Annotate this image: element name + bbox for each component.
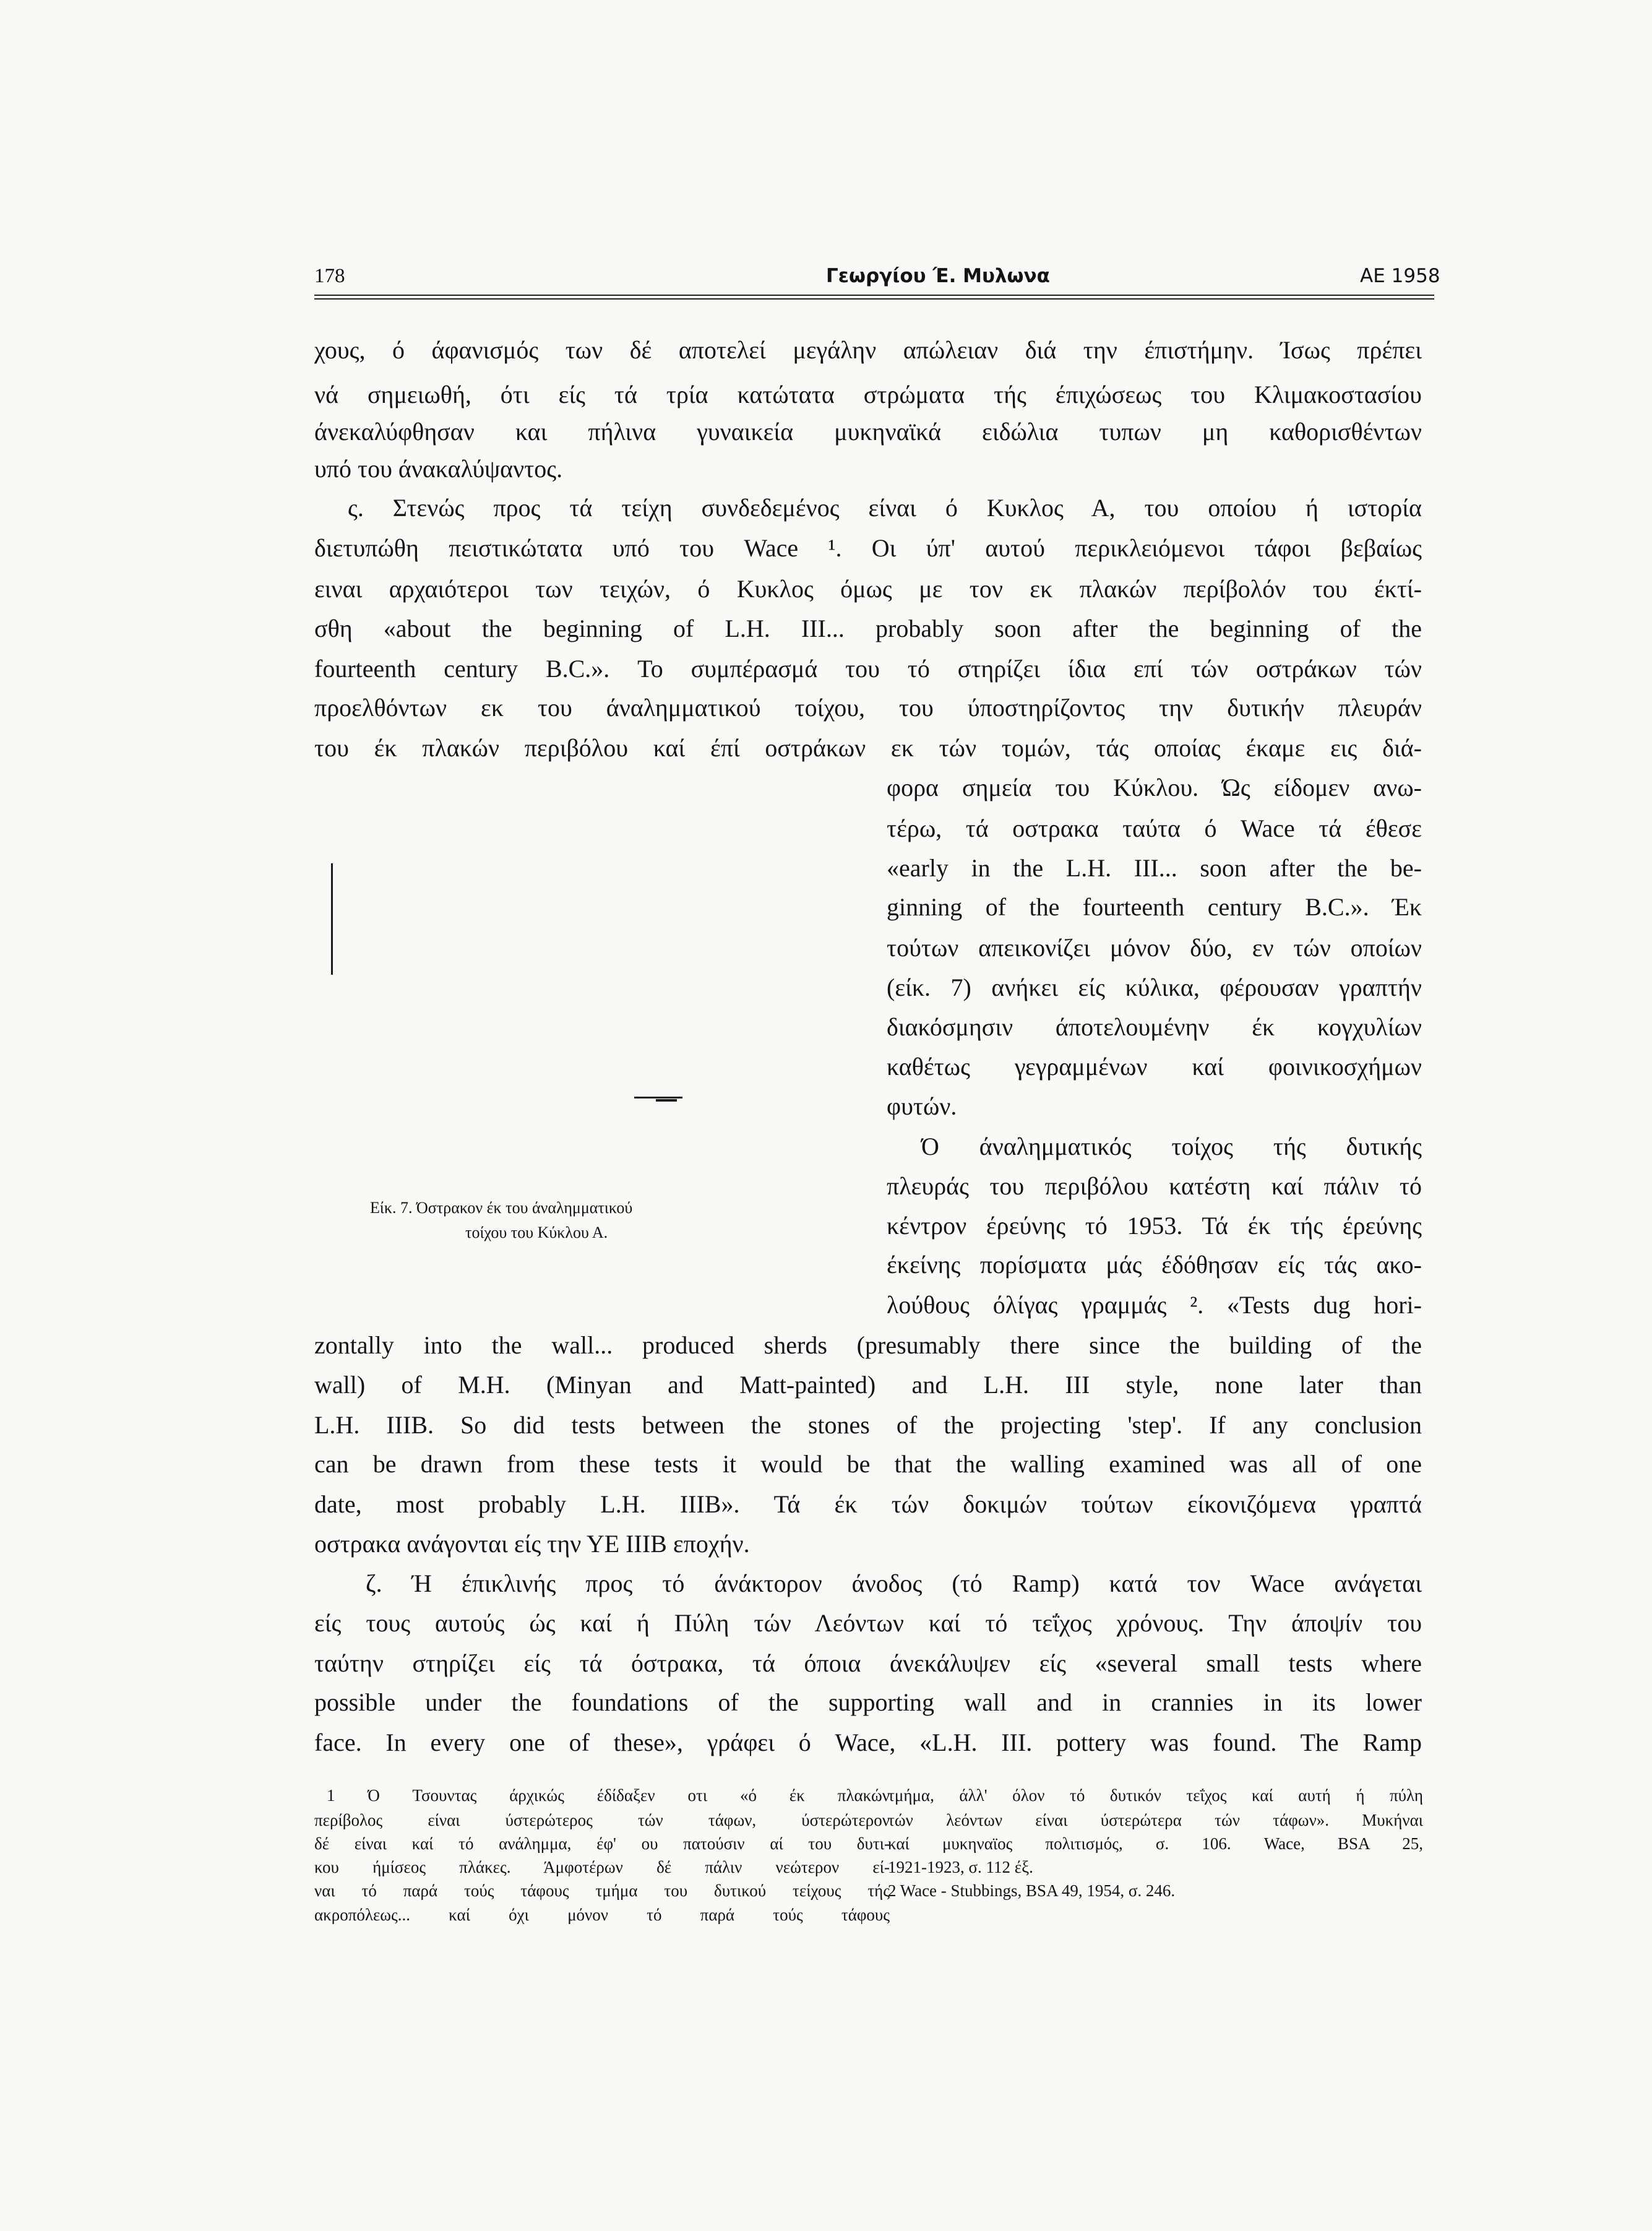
footnote-line: 2 Wace - Stubbings, BSA 49, 1954, σ. 246.: [888, 1881, 1176, 1900]
footnote-line: ναι τό παρά τούς τάφους τμήμα του δυτικού τείχους τής: [314, 1881, 890, 1900]
text-line: ειναι αρχαιότεροι των τειχών, ό Κυκλος όμως με τον εκ πλακών περίβολόν του έκτί-: [314, 575, 1422, 603]
text-line: λούθους όλίγας γραμμάς ². «Tests dug hori-: [887, 1291, 1422, 1319]
text-line: τούτων απεικονίζει μόνον δύο, εν τών οποίων: [887, 934, 1422, 962]
footnote-line: 1921-1923, σ. 112 έξ.: [888, 1858, 1033, 1876]
text-line: άνεκαλύφθησαν και πήλινα γυναικεία μυκηναϊκά ειδώλια τυπων μη καθορισθέντων: [314, 418, 1422, 446]
text-line: προελθόντων εκ του άναλημματικού τοίχου, του ύποστηρίζοντος την δυτικήν πλευράν: [314, 694, 1422, 722]
text-line: φορα σημεία του Κύκλου. Ώς είδομεν ανω-: [887, 774, 1422, 801]
footnote-line: δέ είναι καί τό ανάλημμα, έφ' ου πατούσιν αί του δυτι-: [314, 1834, 890, 1853]
text-line: L.H. IIIB. So did tests between the stones of the projecting 'step'. If any conclusion: [314, 1411, 1422, 1439]
header-rule-double: [314, 298, 1434, 300]
figure-caption-line: τοίχου του Κύκλου Α.: [465, 1223, 608, 1241]
footnote-line: καί μυκηναϊος πολιτισμός, σ. 106. Wace, BSA 25,: [888, 1834, 1423, 1853]
text-line: can be drawn from these tests it would be that the walling examined was all of one: [314, 1450, 1422, 1478]
footnote-line: τών λεόντων είναι ύστερώτερα τών τάφων». Μυκήναι: [888, 1811, 1423, 1829]
text-line: διετυπώθη πειστικώτατα υπό του Wace ¹. Οι ύπ' αυτού περικλειόμενοι τάφοι βεβαίως: [314, 534, 1422, 562]
header-rule: [314, 295, 1434, 296]
page-number: 178: [314, 265, 345, 287]
text-line: ginning of the fourteenth century B.C.». Έκ: [887, 893, 1422, 921]
text-line: του έκ πλακών περιβόλου καί έπί οστράκων εκ τών τομών, τάς οποίας έκαμε εις διά-: [314, 734, 1422, 762]
text-line: τέρω, τά οστρακα ταύτα ό Wace τά έθεσε: [887, 814, 1422, 842]
sherd-profile-line: [634, 1097, 682, 1098]
text-line: χους, ό άφανισμός των δέ αποτελεί μεγάλην απώλειαν διά την έπιστήμην. Ίσως πρέπει: [314, 336, 1422, 364]
text-line: Ό άναλημματικός τοίχος τής δυτικής: [921, 1133, 1422, 1160]
text-line: ταύτην στηρίζει είς τά όστρακα, τά όποια άνεκάλυψεν είς «several small tests where: [314, 1649, 1422, 1677]
text-line: fourteenth century B.C.». Το συμπέρασμά του τό στηρίζει ίδια επί τών οστράκων τών: [314, 655, 1422, 683]
sherd-profile-line: [331, 863, 333, 975]
text-line: διακόσμησιν άποτελουμένην έκ κογχυλίων: [887, 1013, 1422, 1041]
text-line: καθέτως γεγραμμένων καί φοινικοσχήμων: [887, 1053, 1422, 1081]
text-line: face. In every one of these», γράφει ό Wace, «L.H. III. pottery was found. The Ramp: [314, 1728, 1422, 1756]
sherd-profile-line: [656, 1099, 677, 1102]
text-line: είς τους αυτούς ώς καί ή Πύλη τών Λεόντων καί τό τεΐχος χρόνους. Την άποψίν του: [314, 1609, 1422, 1637]
text-line: possible under the foundations of the supporting wall and in crannies in its lower: [314, 1688, 1422, 1716]
text-line: (είκ. 7) ανήκει είς κύλικα, φέρουσαν γραπτήν: [887, 973, 1422, 1001]
text-line: date, most probably L.H. IIIB». Τά έκ τών δοκιμών τούτων είκονιζόμενα γραπτά: [314, 1490, 1422, 1518]
footnote-line: κου ήμίσεος πλάκες. Άμφοτέρων δέ πάλιν νεώτερον εί-: [314, 1858, 890, 1876]
text-line: «early in the L.H. III... soon after the be-: [887, 854, 1422, 882]
text-line: νά σημειωθή, ότι είς τά τρία κατώτατα στρώματα τής έπιχώσεως του Κλιμακοστασίου: [314, 381, 1422, 408]
text-line: zontally into the wall... produced sherds (presumably there since the building of the: [314, 1331, 1422, 1359]
footnote-line: τμήμα, άλλ' όλον τό δυτικόν τεΐχος καί αυτή ή πύλη: [888, 1786, 1423, 1805]
text-line: ζ. Ή έπικλινής προς τό άνάκτορον άνοδος (τό Ramp) κατά τον Wace ανάγεται: [366, 1569, 1422, 1597]
text-line: φυτών.: [887, 1092, 957, 1120]
text-line: υπό του άνακαλύψαντος.: [314, 455, 563, 483]
text-line: wall) of M.H. (Minyan and Matt-painted) and L.H. III style, none later than: [314, 1371, 1422, 1399]
text-line: κέντρον έρεύνης τό 1953. Τά έκ τής έρεύνης: [887, 1212, 1422, 1240]
running-title: Γεωργίου Έ. Μυλωνα: [826, 265, 1050, 287]
footnote-line: ακροπόλεως... καί όχι μόνον τό παρά τούς τάφους: [314, 1905, 890, 1924]
footnote-line: περίβολος είναι ύστερώτερος τών τάφων, ύστερώτερον: [314, 1811, 890, 1829]
text-line: σθη «about the beginning of L.H. III... probably soon after the beginning of the: [314, 615, 1422, 642]
text-line: πλευράς του περιβόλου κατέστη καί πάλιν τό: [887, 1172, 1422, 1200]
figure-caption-line: Είκ. 7. Όστρακον έκ του άναλημματικού: [370, 1199, 633, 1217]
text-line: ς. Στενώς προς τά τείχη συνδεδεμένος είναι ό Κυκλος Α, του οποίου ή ιστορία: [348, 494, 1422, 522]
text-line: οστρακα ανάγονται είς την ΥΕ ΙΙΙΒ εποχήν.: [314, 1530, 750, 1558]
text-line: έκείνης πορίσματα μάς έδόθησαν είς τάς ακο-: [887, 1251, 1422, 1279]
footnote-line: 1 Ό Τσουντας άρχικώς έδίδαξεν οτι «ό έκ πλακών: [327, 1786, 890, 1805]
journal-reference: ΑΕ 1958: [1360, 265, 1440, 287]
